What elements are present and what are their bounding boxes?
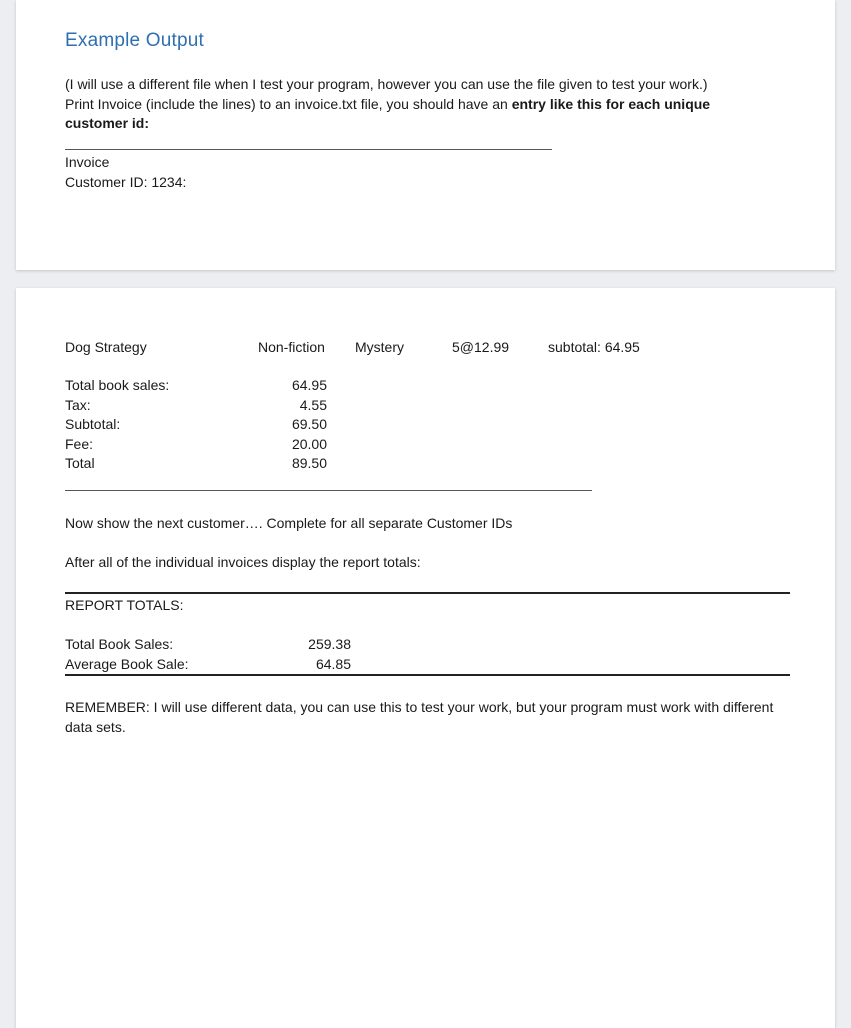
book-genre: Mystery xyxy=(355,339,404,355)
totals-value: 89.50 xyxy=(291,455,327,471)
after-invoices-note: After all of the individual invoices display the report totals: xyxy=(65,554,421,570)
page-title: Example Output xyxy=(65,30,205,51)
totals-label: Subtotal: xyxy=(65,416,121,432)
intro-line-2: Print Invoice (include the lines) to an invoice.txt file, you should have an xyxy=(65,95,512,112)
report-bottom-rule xyxy=(65,674,790,676)
totals-value: 4.55 xyxy=(299,397,327,413)
intro-line-1: (I will use a different file when I test your program, however you can use the file given to test your work.) xyxy=(65,76,708,92)
totals-label: Total book sales: xyxy=(65,377,170,393)
report-row-value: 259.38 xyxy=(308,636,351,652)
totals-label: Fee: xyxy=(65,436,94,452)
remember-note: REMEMBER: I will use different data, you can use this to test your work, but your program must work with different data sets. xyxy=(65,699,774,735)
report-row-label: Average Book Sale: xyxy=(65,656,189,672)
customer-id-line: Customer ID: 1234: xyxy=(65,174,187,190)
report-row-label: Total Book Sales: xyxy=(65,636,174,652)
totals-value: 64.95 xyxy=(291,377,327,393)
next-customer-note: Now show the next customer…. Complete for all separate Customer IDs xyxy=(65,515,513,531)
book-category: Non-fiction xyxy=(258,339,325,355)
book-title: Dog Strategy xyxy=(65,339,147,355)
separator-line xyxy=(65,149,552,150)
totals-value: 69.50 xyxy=(291,416,327,432)
separator-line xyxy=(65,490,592,491)
report-top-rule xyxy=(65,592,790,594)
totals-label: Tax: xyxy=(65,397,91,413)
document-page-1 xyxy=(16,0,835,270)
totals-value: 20.00 xyxy=(291,436,327,452)
intro-paragraph xyxy=(65,75,775,134)
invoice-label: Invoice xyxy=(65,154,110,170)
document-page-2 xyxy=(16,288,835,1028)
book-subtotal: subtotal: 64.95 xyxy=(548,339,640,355)
report-title: REPORT TOTALS: xyxy=(65,597,184,613)
report-row-value: 64.85 xyxy=(315,656,351,672)
totals-label: Total xyxy=(65,455,95,471)
book-qty-price: 5@12.99 xyxy=(452,339,510,355)
intro-line-2-bold: entry like this for each unique customer id: xyxy=(65,95,711,131)
